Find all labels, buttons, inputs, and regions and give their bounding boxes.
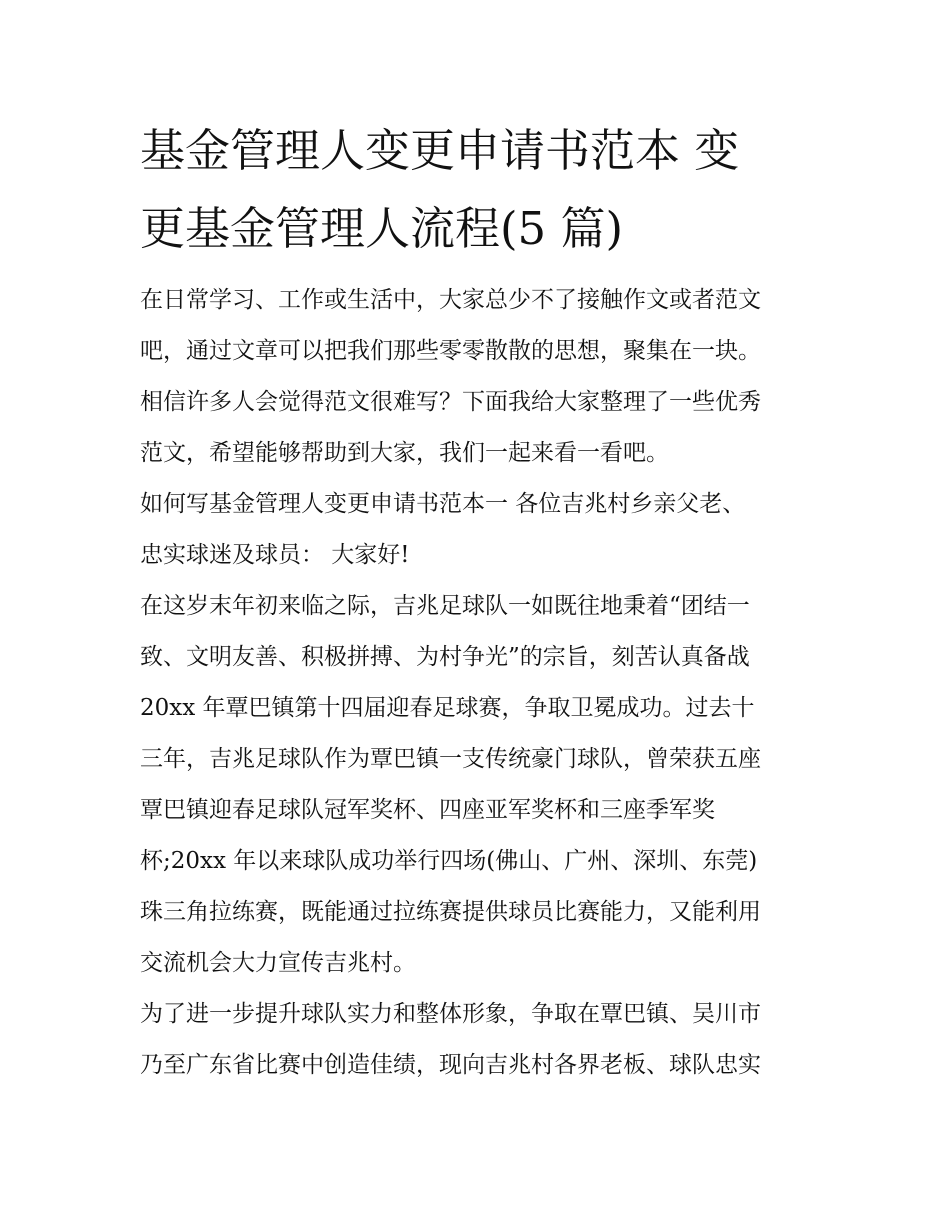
body-line: 交流机会大力宣传吉兆村。 <box>140 950 416 976</box>
body-line: 忠实球迷及球员： 大家好! <box>140 542 410 568</box>
body-line: 相信许多人会觉得范文很难写？下面我给大家整理了一些优秀 <box>140 389 761 415</box>
body-line: 覃巴镇迎春足球队冠军奖杯、四座亚军奖杯和三座季军奖 <box>140 797 715 823</box>
body-line: 如何写基金管理人变更申请书范本一 各位吉兆村乡亲父老、 <box>140 491 746 517</box>
body-line: 20xx 年覃巴镇第十四届迎春足球赛，争取卫冕成功。过去十 <box>140 695 755 721</box>
body-line: 珠三角拉练赛，既能通过拉练赛提供球员比赛能力，又能利用 <box>140 899 761 925</box>
body-line: 范文，希望能够帮助到大家，我们一起来看一看吧。 <box>140 440 669 466</box>
title-line: 更基金管理人流程(5 篇) <box>140 202 624 255</box>
body-line: 乃至广东省比赛中创造佳绩，现向吉兆村各界老板、球队忠实 <box>140 1052 761 1078</box>
document-body <box>140 275 820 1091</box>
body-line: 在日常学习、工作或生活中，大家总少不了接触作文或者范文 <box>140 287 761 313</box>
body-line: 杯;20xx 年以来球队成功举行四场(佛山、广州、深圳、东莞) <box>140 848 758 874</box>
title-line: 基金管理人变更申请书范本 变 <box>140 124 740 177</box>
body-line: 致、文明友善、积极拼搏、为村争光”的宗旨，刻苦认真备战 <box>140 644 750 670</box>
body-line: 吧，通过文章可以把我们那些零零散散的思想，聚集在一块。 <box>140 338 761 364</box>
body-line: 为了进一步提升球队实力和整体形象，争取在覃巴镇、吴川市 <box>140 1001 761 1027</box>
body-line: 在这岁末年初来临之际，吉兆足球队一如既往地秉着“团结一 <box>140 593 750 619</box>
document-title <box>140 112 820 268</box>
body-line: 三年，吉兆足球队作为覃巴镇一支传统豪门球队，曾荣获五座 <box>140 746 761 772</box>
